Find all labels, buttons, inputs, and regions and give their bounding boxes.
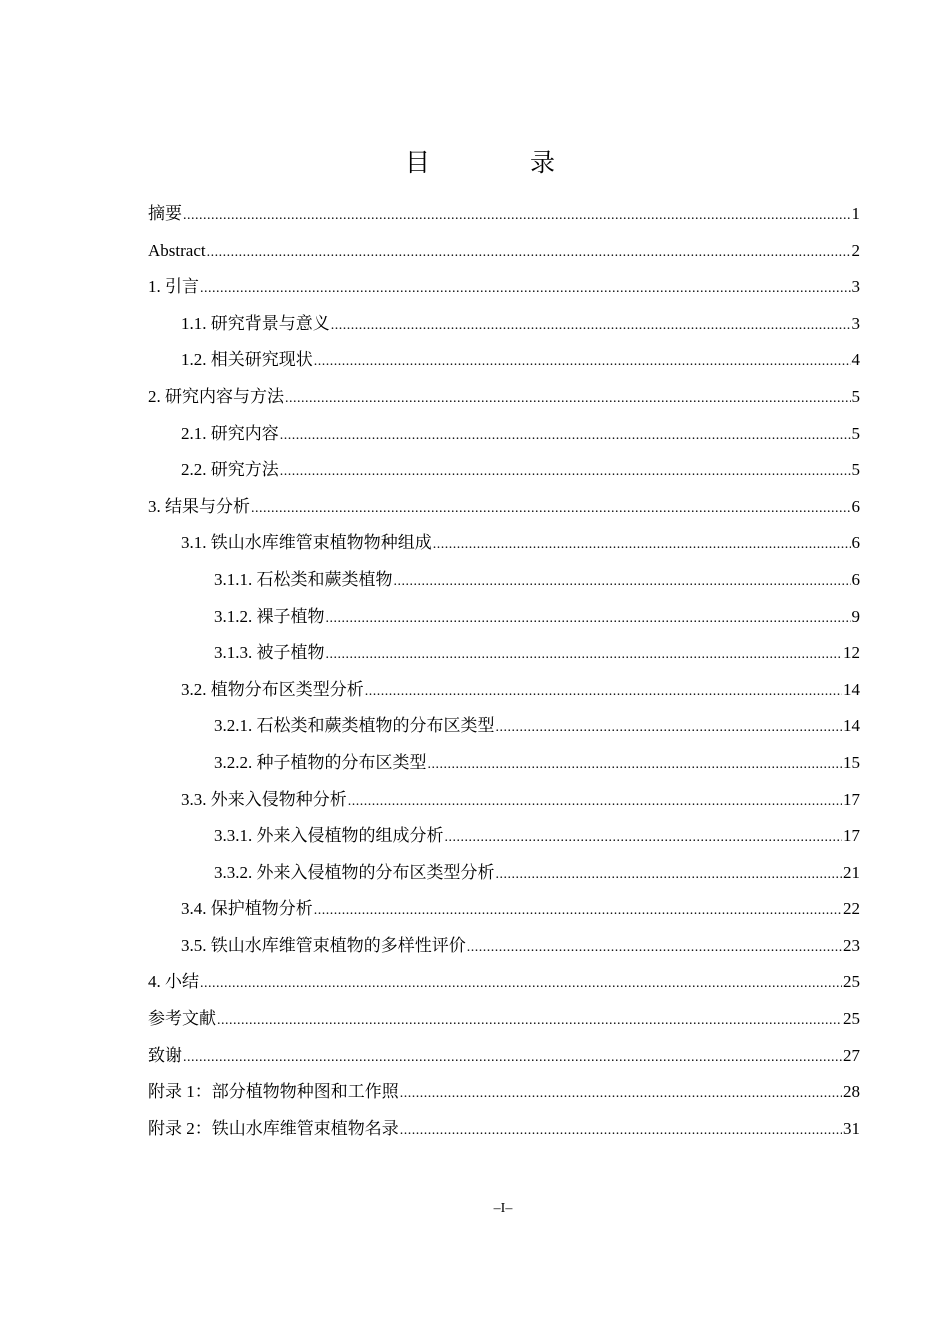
toc-entry[interactable] [148, 782, 860, 819]
toc-dot-leader [433, 527, 851, 564]
toc-dot-leader [200, 271, 851, 308]
toc-entry-label: 2.2. 研究方法 [181, 460, 279, 480]
toc-entry-label: 3.1.3. 被子植物 [214, 643, 325, 663]
toc-dot-leader [496, 857, 843, 894]
toc-entry[interactable] [148, 452, 860, 489]
toc-entry[interactable] [148, 233, 860, 270]
toc-dot-leader [217, 1003, 842, 1040]
toc-entry-page-number: 1 [851, 204, 860, 223]
toc-dot-leader [314, 344, 851, 381]
toc-entry-label: 3.2.1. 石松类和蕨类植物的分布区类型 [214, 716, 495, 736]
toc-entry-label: 3.1.1. 石松类和蕨类植物 [214, 569, 393, 589]
toc-dot-leader [326, 637, 843, 674]
toc-entry[interactable] [148, 342, 860, 379]
toc-entry[interactable] [148, 818, 860, 855]
toc-entry-page-number: 25 [843, 1009, 860, 1029]
toc-entry-page-number: 17 [843, 826, 860, 846]
toc-entry-page-number: 6 [851, 569, 860, 589]
toc-entry-page-number: 22 [843, 899, 860, 919]
toc-entry-label: 参考文献 [148, 1009, 216, 1029]
table-of-contents [148, 196, 860, 1147]
toc-dot-leader [326, 601, 851, 638]
toc-entry[interactable] [148, 196, 860, 233]
toc-entry-page-number: 4 [851, 350, 860, 370]
toc-entry[interactable] [148, 635, 860, 672]
toc-entry[interactable] [148, 928, 860, 965]
toc-entry[interactable] [148, 745, 860, 782]
toc-dot-leader [280, 418, 851, 455]
toc-entry[interactable] [148, 269, 860, 306]
toc-dot-leader [331, 308, 851, 345]
toc-dot-leader [400, 1076, 842, 1113]
toc-entry[interactable] [148, 525, 860, 562]
toc-entry-label: 4. 小结 [148, 972, 199, 992]
toc-entry[interactable] [148, 489, 860, 526]
toc-entry-label: 3. 结果与分析 [148, 496, 250, 516]
toc-entry[interactable] [148, 855, 860, 892]
toc-dot-leader [280, 454, 851, 491]
toc-entry[interactable] [148, 599, 860, 636]
page-title: 目 录 [405, 148, 601, 177]
toc-entry[interactable] [148, 1001, 860, 1038]
toc-entry-page-number: 6 [851, 533, 860, 553]
toc-entry[interactable] [148, 672, 860, 709]
toc-entry-page-number: 31 [843, 1118, 860, 1138]
toc-entry-label: 3.3.2. 外来入侵植物的分布区类型分析 [214, 862, 495, 882]
toc-entry-label: 3.2.2. 种子植物的分布区类型 [214, 752, 427, 772]
toc-entry-page-number: 5 [851, 386, 860, 406]
toc-entry-page-number: 6 [851, 496, 860, 516]
toc-entry[interactable] [148, 1074, 860, 1111]
toc-entry[interactable] [148, 891, 860, 928]
toc-dot-leader [496, 710, 843, 747]
page-number-footer: –I– [493, 1201, 513, 1216]
toc-dot-leader [183, 1040, 842, 1077]
toc-dot-leader [314, 893, 842, 930]
toc-entry-page-number: 21 [843, 862, 860, 882]
toc-entry-label: 致谢 [148, 1045, 182, 1065]
toc-entry-label: 2.1. 研究内容 [181, 423, 279, 443]
toc-entry[interactable] [148, 562, 860, 599]
toc-entry-page-number: 15 [843, 752, 860, 772]
toc-entry[interactable] [148, 1111, 860, 1148]
toc-entry[interactable] [148, 1038, 860, 1075]
toc-entry-page-number: 28 [843, 1082, 860, 1102]
toc-entry-label: 3.2. 植物分布区类型分析 [181, 679, 364, 699]
toc-entry-page-number: 27 [843, 1045, 860, 1065]
toc-dot-leader [200, 966, 842, 1003]
toc-entry-label: 3.3.1. 外来入侵植物的组成分析 [214, 826, 444, 846]
toc-dot-leader [445, 820, 843, 857]
toc-entry-page-number: 5 [851, 423, 860, 443]
toc-dot-leader [183, 198, 851, 235]
toc-entry-label: 3.4. 保护植物分析 [181, 899, 313, 919]
toc-entry-page-number: 25 [843, 972, 860, 992]
toc-entry[interactable] [148, 306, 860, 343]
toc-dot-leader [400, 1113, 842, 1150]
toc-dot-leader [348, 784, 842, 821]
toc-entry-label: 3.5. 铁山水库维管束植物的多样性评价 [181, 935, 466, 955]
toc-entry-label: 附录 2：铁山水库维管束植物名录 [148, 1118, 399, 1138]
toc-entry-label: 摘要 [148, 204, 182, 223]
toc-entry-label: 附录 1：部分植物物种图和工作照 [148, 1082, 399, 1102]
toc-entry-label: 3.3. 外来入侵物种分析 [181, 789, 347, 809]
toc-entry[interactable] [148, 416, 860, 453]
toc-entry-page-number: 3 [851, 313, 860, 333]
toc-dot-leader [285, 381, 851, 418]
toc-entry-page-number: 3 [851, 277, 860, 297]
toc-entry-label: Abstract [148, 240, 206, 260]
toc-entry-page-number: 12 [843, 643, 860, 663]
toc-entry[interactable] [148, 379, 860, 416]
toc-entry-page-number: 14 [843, 716, 860, 736]
toc-dot-leader [428, 747, 843, 784]
toc-entry-label: 2. 研究内容与方法 [148, 386, 284, 406]
toc-dot-leader [251, 491, 851, 528]
toc-dot-leader [365, 674, 842, 711]
toc-entry-label: 1.1. 研究背景与意义 [181, 313, 330, 333]
toc-entry-label: 3.1. 铁山水库维管束植物物种组成 [181, 533, 432, 553]
toc-entry[interactable] [148, 708, 860, 745]
toc-entry-page-number: 9 [851, 606, 860, 626]
toc-entry[interactable] [148, 964, 860, 1001]
toc-entry-page-number: 5 [851, 460, 860, 480]
toc-entry-page-number: 17 [843, 789, 860, 809]
toc-dot-leader [467, 930, 842, 967]
toc-entry-label: 1.2. 相关研究现状 [181, 350, 313, 370]
toc-dot-leader [394, 564, 851, 601]
toc-entry-page-number: 14 [843, 679, 860, 699]
toc-dot-leader [207, 235, 851, 272]
toc-entry-page-number: 23 [843, 935, 860, 955]
toc-entry-label: 3.1.2. 裸子植物 [214, 606, 325, 626]
toc-entry-page-number: 2 [851, 240, 860, 260]
toc-entry-label: 1. 引言 [148, 277, 199, 297]
